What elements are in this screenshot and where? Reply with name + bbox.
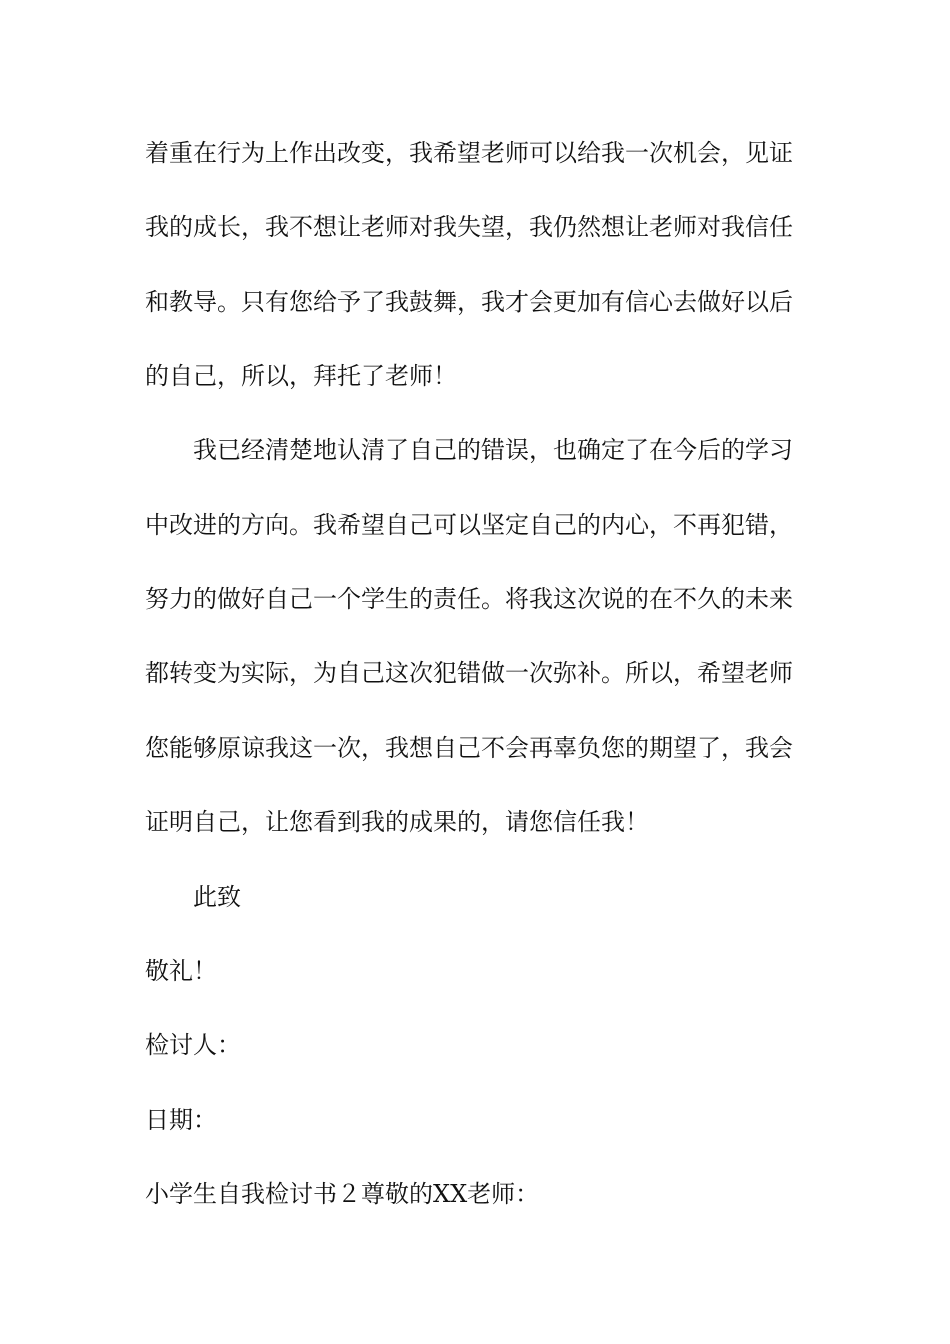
- paragraph-line: 都转变为实际，为自己这次犯错做一次弥补。所以，希望老师: [145, 659, 793, 687]
- next-section-heading: 小学生自我检讨书２尊敬的XX老师：: [145, 1180, 540, 1208]
- paragraph-line: 证明自己，让您看到我的成果的，请您信任我！: [145, 808, 649, 836]
- closing-text: 此致: [193, 883, 241, 911]
- salute-text: 敬礼！: [145, 957, 217, 985]
- signer-label: 检讨人：: [145, 1031, 241, 1059]
- paragraph-line: 和教导。只有您给予了我鼓舞，我才会更加有信心去做好以后: [145, 288, 793, 316]
- paragraph-line: 的自己，所以，拜托了老师！: [145, 362, 457, 390]
- paragraph-line: 着重在行为上作出改变，我希望老师可以给我一次机会，见证: [145, 139, 793, 167]
- date-label: 日期：: [145, 1106, 217, 1134]
- paragraph-line: 中改进的方向。我希望自己可以坚定自己的内心，不再犯错，: [145, 511, 793, 539]
- paragraph-line: 努力的做好自己一个学生的责任。将我这次说的在不久的未来: [145, 585, 793, 613]
- paragraph-line: 您能够原谅我这一次，我想自己不会再辜负您的期望了，我会: [145, 734, 793, 762]
- paragraph-line: 我已经清楚地认清了自己的错误，也确定了在今后的学习: [193, 436, 793, 464]
- paragraph-line: 我的成长，我不想让老师对我失望，我仍然想让老师对我信任: [145, 213, 793, 241]
